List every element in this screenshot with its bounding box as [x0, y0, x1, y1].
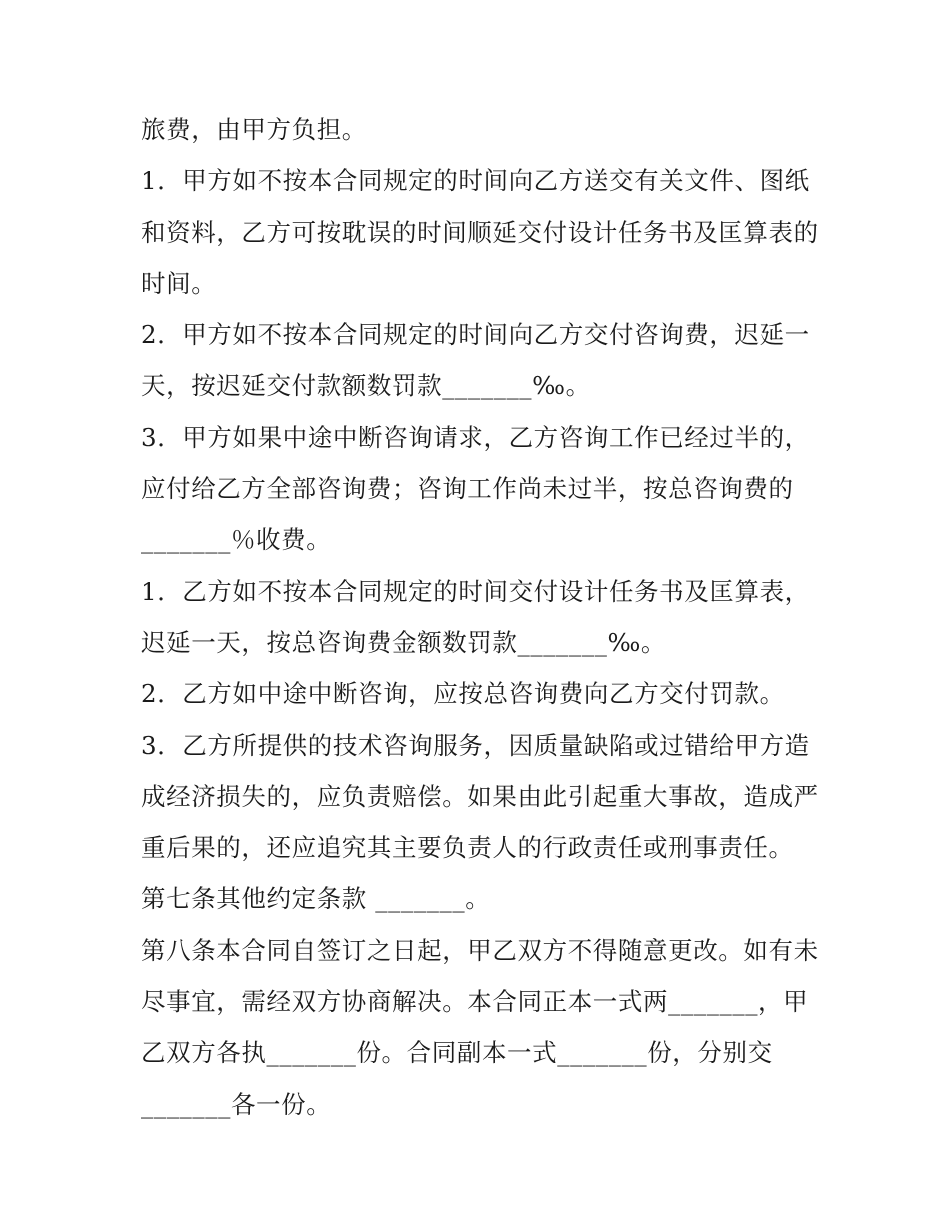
text-line: 1．甲方如不按本合同规定的时间向乙方送交有关文件、图纸	[141, 166, 810, 196]
text-line: 天，按迟延交付款额数罚款_______‰。	[141, 371, 591, 401]
text-line: 和资料，乙方可按耽误的时间顺延交付设计任务书及匡算表的	[141, 217, 819, 247]
text-line: 应付给乙方全部咨询费；咨询工作尚未过半，按总咨询费的	[141, 474, 794, 504]
contract-body-text	[141, 104, 821, 1130]
text-line: 成经济损失的，应负责赔偿。如果由此引起重大事故，造成严	[141, 781, 819, 811]
text-line: 重后果的，还应追究其主要负责人的行政责任或刑事责任。	[141, 833, 794, 863]
text-line: 1．乙方如不按本合同规定的时间交付设计任务书及匡算表，	[141, 576, 810, 606]
text-line: 第八条本合同自签订之日起，甲乙双方不得随意更改。如有未	[141, 935, 819, 965]
text-line: 2．乙方如中途中断咨询，应按总咨询费向乙方交付罚款。	[141, 679, 785, 709]
text-line: 迟延一天，按总咨询费金额数罚款_______‰。	[141, 627, 667, 657]
text-line: 3．甲方如果中途中断咨询请求，乙方咨询工作已经过半的，	[141, 422, 810, 452]
text-line: _______％收费。	[141, 525, 332, 555]
text-line: _______各一份。	[141, 1089, 332, 1119]
text-line: 旅费，由甲方负担。	[141, 115, 367, 144]
text-line: 2．甲方如不按本合同规定的时间向乙方交付咨询费，迟延一	[141, 320, 810, 350]
text-line: 乙双方各执_______份。合同副本一式_______份，分别交	[141, 1038, 773, 1068]
text-line: 3．乙方所提供的技术咨询服务，因质量缺陷或过错给甲方造	[141, 730, 810, 760]
text-line: 时间。	[141, 268, 217, 298]
text-line: 尽事宜，需经双方协商解决。本合同正本一式两_______，甲	[141, 987, 809, 1017]
text-line: 第七条其他约定条款 _______。	[141, 884, 491, 914]
